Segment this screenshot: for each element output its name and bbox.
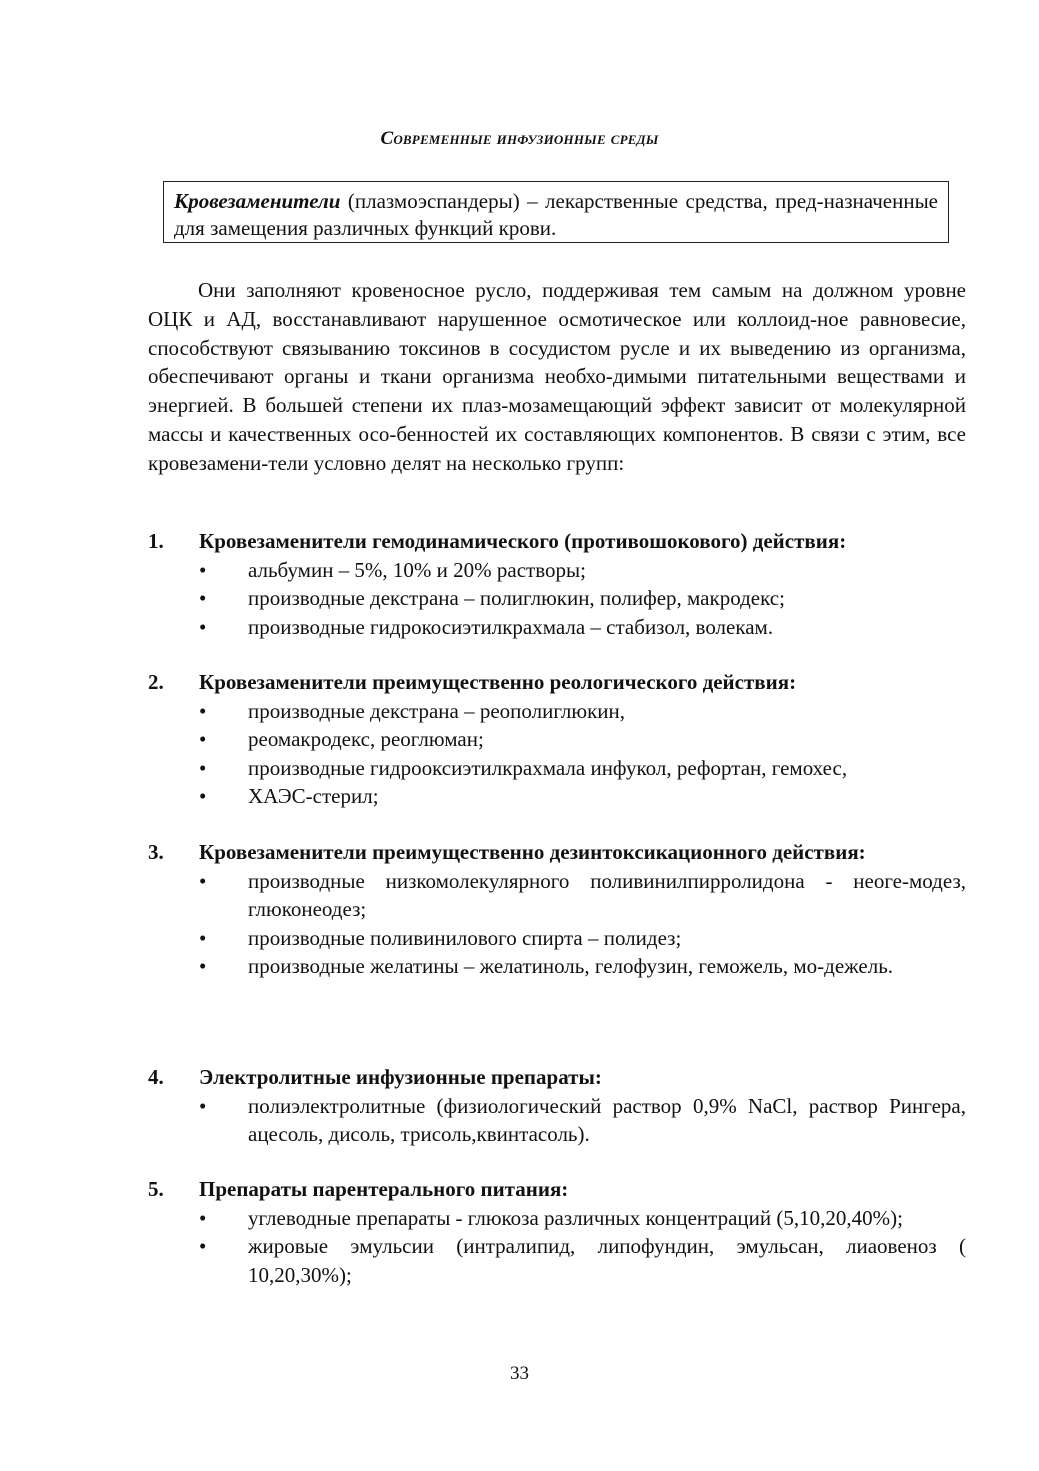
group-1 [148, 527, 966, 641]
list-item-text: производные декстрана – полиглюкин, полифер, макродекс; [248, 586, 785, 610]
list-item [148, 1092, 966, 1149]
page-number: 33 [510, 1363, 529, 1384]
bullet-icon: • [199, 755, 207, 780]
group-heading-text: Кровезаменители гемодинамического (противошокового) действия: [199, 529, 847, 553]
group-list [148, 1204, 966, 1290]
list-item-text: углеводные препараты - глюкоза различных концентраций (5,10,20,40%); [248, 1205, 903, 1230]
group-number: 2. [148, 670, 164, 694]
group-3 [148, 838, 966, 981]
group-list [148, 867, 966, 981]
group-heading-text: Кровезаменители преимущественно дезинтоксикационного действия: [199, 840, 866, 864]
list-item [148, 1204, 966, 1233]
list-item-text: производные желатины – желатиноль, гелофузин, геможель, мо-дежель. [248, 954, 894, 978]
list-item-text: производные гидрокосиэтилкрахмала – стабизол, волекам. [248, 614, 774, 639]
group-heading [148, 1175, 966, 1204]
bullet-icon: • [199, 1234, 207, 1258]
bullet-icon: • [199, 557, 207, 582]
list-item [148, 952, 966, 981]
list-item [148, 556, 966, 585]
group-list [148, 556, 966, 642]
group-number: 4. [148, 1065, 164, 1089]
page-title: Современные инфузионные среды [380, 128, 659, 149]
definition-term: Кровезаменители [174, 189, 341, 213]
group-2 [148, 668, 966, 811]
group-heading [148, 838, 966, 867]
group-heading [148, 1063, 966, 1092]
bullet-icon: • [199, 868, 207, 893]
list-item-text: полиэлектролитные (физиологический раствор 0,9% NaCl, раствор Рингера, ацесоль, дисоль, трисоль,квинтасоль). [248, 1093, 966, 1146]
list-item-text: производные низкомолекулярного поливинилпирролидона - неоге-модез, глюконеодез; [248, 868, 966, 921]
list-item [148, 584, 966, 613]
bullet-icon: • [199, 925, 207, 950]
group-list [148, 697, 966, 811]
group-heading [148, 527, 966, 556]
bullet-icon: • [199, 586, 207, 610]
group-heading [148, 668, 966, 697]
bullet-icon: • [199, 727, 207, 751]
list-item-text: жировые эмульсии (интралипид, липофундин, эмульсан, лиаовеноз ( 10,20,30%); [248, 1234, 966, 1287]
bullet-icon: • [199, 1093, 207, 1118]
list-item [148, 782, 966, 811]
bullet-icon: • [199, 614, 207, 639]
list-item-text: производные декстрана – реополиглюкин, [248, 698, 626, 723]
list-item [148, 725, 966, 754]
bullet-icon: • [199, 1205, 207, 1230]
list-item [148, 867, 966, 924]
list-item-text: ХАЭС-стерил; [248, 784, 379, 808]
intro-paragraph: Они заполняют кровеносное русло, поддерживая тем самым на должном уровне ОЦК и АД, восстанавливают нарушенное осмотическое или коллоид-ное равновесие, способствуют связыванию токсинов в сосудистом русле и их выведению из организма, обеспечивают органы и ткани организма необхо-димыми питательными веществами и энергией. В большей степени их плаз-мозамещающий эффект зависит от молекулярной массы и качественных осо-бенностей их составляющих компонентов. В связи с этим, все кровезамени-тели условно делят на несколько групп: [148, 278, 966, 475]
group-5 [148, 1175, 966, 1289]
list-item [148, 697, 966, 726]
group-number: 5. [148, 1177, 164, 1201]
bullet-icon: • [199, 698, 207, 723]
list-item-text: производные поливинилового спирта – полидез; [248, 925, 682, 950]
group-heading-text: Препараты парентерального питания: [199, 1177, 569, 1201]
bullet-icon: • [199, 954, 207, 978]
list-item-text: альбумин – 5%, 10% и 20% растворы; [248, 557, 586, 582]
group-4 [148, 1063, 966, 1149]
group-number: 3. [148, 840, 164, 864]
list-item-text: производные гидрооксиэтилкрахмала инфукол, рефортан, гемохес, [248, 755, 848, 780]
list-item [148, 924, 966, 953]
list-item [148, 754, 966, 783]
list-item-text: реомакродекс, реоглюман; [248, 727, 484, 751]
group-number: 1. [148, 529, 164, 553]
group-list [148, 1092, 966, 1149]
bullet-icon: • [199, 784, 207, 808]
group-heading-text: Кровезаменители преимущественно реологического действия: [199, 670, 797, 694]
definition-box [163, 181, 949, 243]
definition-text: (плазмоэспандеры) – лекарственные средства, пред-назначенные для замещения различных функций крови. [174, 189, 938, 240]
list-item [148, 1232, 966, 1289]
group-heading-text: Электролитные инфузионные препараты: [199, 1065, 602, 1089]
list-item [148, 613, 966, 642]
